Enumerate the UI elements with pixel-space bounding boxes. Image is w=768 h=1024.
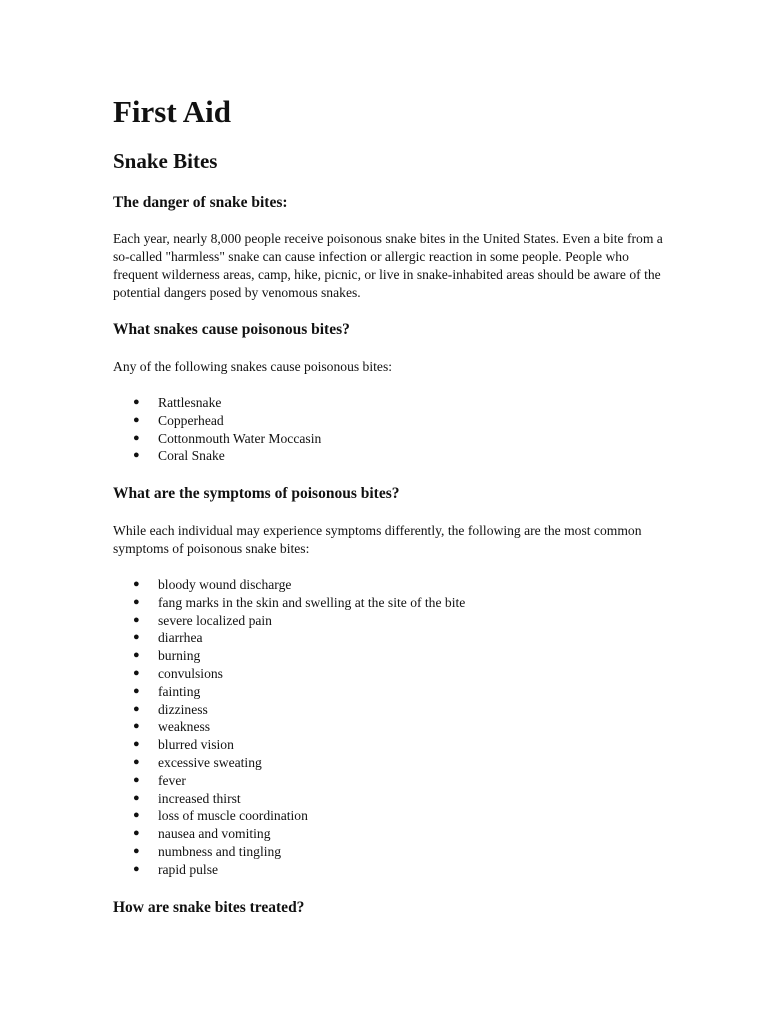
symptom-list	[113, 576, 465, 879]
list-item	[113, 718, 465, 736]
list-item	[113, 665, 465, 683]
list-item-text: Copperhead	[158, 412, 224, 428]
list-item	[113, 447, 321, 465]
section-heading-danger: The danger of snake bites:	[113, 194, 288, 211]
list-item-text: numbness and tingling	[158, 843, 282, 859]
bullet-icon: ●	[133, 791, 140, 804]
list-item-text: fainting	[158, 683, 201, 699]
bullet-icon: ●	[133, 862, 140, 875]
list-item	[113, 843, 465, 861]
list-item	[113, 701, 465, 719]
bullet-icon: ●	[133, 666, 140, 679]
paragraph-danger: Each year, nearly 8,000 people receive poisonous snake bites in the United States. Even a bite from a so-called "harmless" snake can cause infection or allergic reaction in some people. People who frequent wilderness areas, camp, hike, picnic, or live in snake-inhabited areas should be aware of the potential dangers posed by venomous snakes.	[113, 231, 663, 300]
list-item	[113, 861, 465, 879]
bullet-icon: ●	[133, 755, 140, 768]
bullet-icon: ●	[133, 720, 140, 733]
list-item-text: blurred vision	[158, 737, 234, 753]
list-item-text: burning	[158, 648, 201, 664]
list-item	[113, 394, 321, 412]
bullet-icon: ●	[133, 773, 140, 786]
section-heading-snakes: What snakes cause poisonous bites?	[113, 321, 350, 338]
list-item	[113, 807, 465, 825]
paragraph-snakes-intro: Any of the following snakes cause poisonous bites:	[113, 359, 393, 374]
section-heading-treatment: How are snake bites treated?	[113, 899, 305, 916]
list-item-text: bloody wound discharge	[158, 577, 292, 592]
list-item-text: Rattlesnake	[158, 395, 222, 410]
list-item	[113, 736, 465, 754]
bullet-icon: ●	[133, 827, 140, 840]
list-item	[113, 790, 465, 808]
list-item	[113, 576, 465, 594]
list-item-text: Coral Snake	[158, 448, 225, 464]
list-item-text: Cottonmouth Water Moccasin	[158, 430, 322, 446]
list-item	[113, 612, 465, 630]
bullet-icon: ●	[133, 631, 140, 644]
list-item-text: diarrhea	[158, 630, 203, 646]
list-item	[113, 683, 465, 701]
bullet-icon: ●	[133, 684, 140, 697]
bullet-icon: ●	[133, 649, 140, 662]
bullet-icon: ●	[133, 595, 140, 608]
list-item	[113, 825, 465, 843]
section-heading-symptoms: What are the symptoms of poisonous bites?	[113, 485, 400, 502]
bullet-icon: ●	[133, 738, 140, 751]
list-item-text: fang marks in the skin and swelling at the site of the bite	[158, 594, 466, 610]
list-item-text: increased thirst	[158, 790, 241, 806]
bullet-icon: ●	[133, 844, 140, 857]
bullet-icon: ●	[133, 809, 140, 822]
snake-list	[113, 394, 321, 465]
page-title: First Aid	[113, 94, 231, 129]
bullet-icon: ●	[133, 431, 140, 444]
list-item-text: fever	[158, 772, 186, 788]
list-item	[113, 594, 465, 612]
bullet-icon: ●	[133, 396, 140, 408]
list-item-text: nausea and vomiting	[158, 826, 271, 842]
list-item	[113, 430, 321, 448]
list-item	[113, 629, 465, 647]
bullet-icon: ●	[133, 449, 140, 462]
page-subtitle: Snake Bites	[113, 149, 218, 173]
list-item	[113, 772, 465, 790]
list-item-text: convulsions	[158, 665, 223, 681]
list-item-text: weakness	[158, 719, 211, 735]
list-item-text: dizziness	[158, 701, 208, 717]
list-item-text: severe localized pain	[158, 612, 272, 628]
list-item	[113, 754, 465, 772]
list-item-text: rapid pulse	[158, 861, 219, 877]
list-item	[113, 647, 465, 665]
bullet-icon: ●	[133, 702, 140, 715]
bullet-icon: ●	[133, 578, 140, 590]
bullet-icon: ●	[133, 613, 140, 626]
bullet-icon: ●	[133, 413, 140, 426]
list-item-text: loss of muscle coordination	[158, 808, 308, 824]
list-item-text: excessive sweating	[158, 754, 262, 770]
paragraph-symptoms-intro: While each individual may experience symptoms differently, the following are the most common symptoms of poisonous snake bites:	[113, 523, 642, 556]
list-item	[113, 412, 321, 430]
